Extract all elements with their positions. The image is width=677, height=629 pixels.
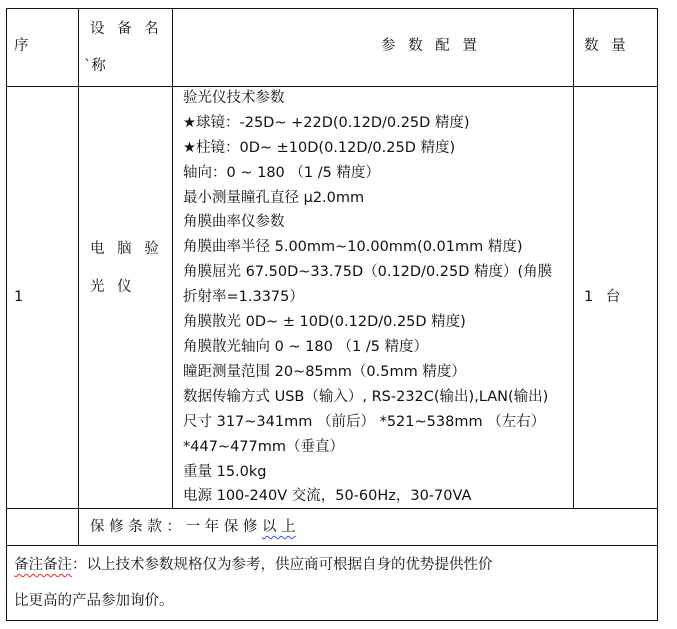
warranty-clause: [90, 515, 296, 540]
table-border-bottom: [6, 620, 658, 621]
remark-line2: 比更高的产品参加询价。: [14, 593, 174, 609]
header-qty: 数 量: [584, 38, 630, 54]
row-seq: 1: [14, 289, 24, 305]
param-line: 角膜曲率仪参数: [183, 214, 285, 230]
header-device-name-line1: 设 备 名: [90, 21, 163, 37]
warranty-text: 保 修 条 款 ： 一 年 保 修: [90, 519, 262, 535]
param-line: 角膜散光 0D~ ± 10D(0.12D/0.25D 精度): [183, 314, 466, 330]
header-divider: [6, 86, 658, 87]
param-line: ★球镜：-25D~ +22D(0.12D/0.25D 精度): [183, 115, 470, 131]
param-line: 轴向：0 ~ 180 （1 /5 精度）: [183, 165, 380, 181]
remark-text: ：以上技术参数规格仅为参考，供应商可根据自身的优势提供性价: [72, 557, 493, 573]
header-device-name-line2: `称: [84, 58, 106, 74]
table-border-right: [657, 8, 658, 621]
col-divider-3: [573, 8, 574, 509]
row-qty: 1 台: [584, 289, 625, 305]
param-line: 角膜屈光 67.50D~33.75D（0.12D/0.25D 精度）(角膜: [183, 264, 553, 280]
param-line: 尺寸 317~341mm （前后） *521~538mm （左右）: [183, 414, 546, 430]
warranty-divider: [6, 545, 658, 546]
param-line: 最小测量瞳孔直径 µ2.0mm: [183, 190, 365, 206]
param-line: 验光仪技术参数: [183, 90, 285, 106]
table-border-top: [6, 8, 658, 9]
remark-line1: [14, 553, 493, 578]
remark-label: 备注备注: [14, 557, 72, 573]
warranty-underlined: 以 上: [261, 519, 296, 535]
row-device-name-line1: 电 脑 验: [90, 241, 163, 257]
param-line: 角膜曲率半径 5.00mm~10.00mm(0.01mm 精度): [183, 239, 523, 255]
param-line: 电源 100-240V 交流，50-60Hz，30-70VA: [183, 488, 472, 504]
param-line: *447~477mm（垂直）: [183, 439, 345, 455]
header-seq: 序: [14, 38, 29, 54]
row-device-name-line2: 光 仪: [90, 279, 136, 295]
col-divider-1: [78, 8, 79, 546]
param-line: 瞳距测量范围 20~85mm（0.5mm 精度）: [183, 364, 466, 380]
header-params: 参 数 配 置: [381, 38, 481, 54]
param-line: 折射率=1.3375）: [183, 289, 304, 305]
param-line: 数据传输方式 USB（输入）, RS-232C(输出),LAN(输出): [183, 389, 549, 405]
table-border-left: [6, 8, 7, 621]
col-divider-2: [172, 8, 173, 509]
param-line: ★柱镜：0D~ ±10D(0.12D/0.25D 精度): [183, 140, 456, 156]
param-line: 角膜散光轴向 0 ~ 180 （1 /5 精度）: [183, 339, 429, 355]
param-line: 重量 15.0kg: [183, 464, 267, 480]
